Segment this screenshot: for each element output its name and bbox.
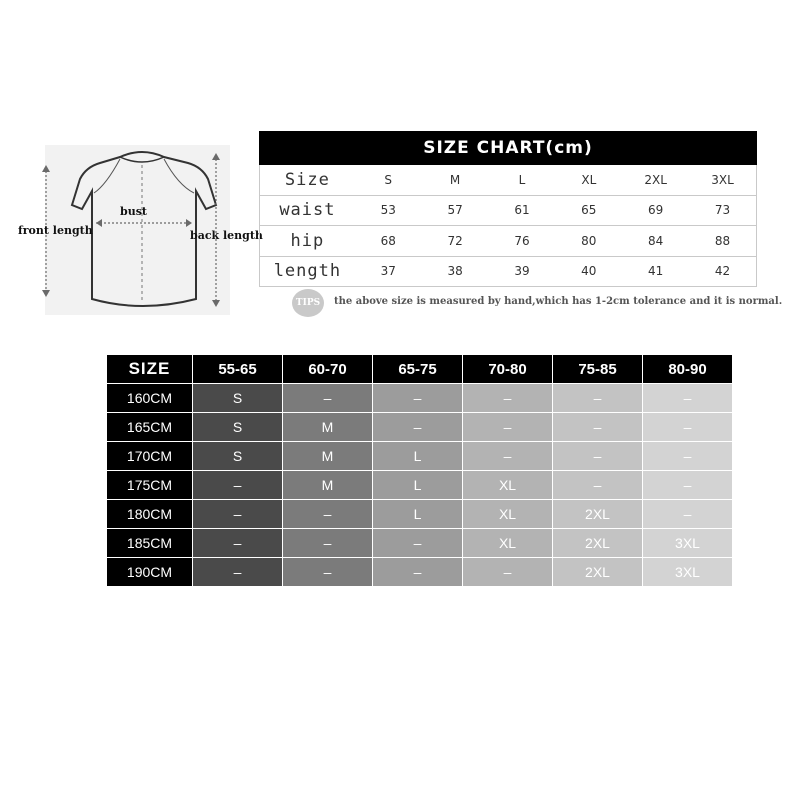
size-cell: – — [643, 471, 733, 500]
cell: XL — [581, 172, 597, 187]
cell: 2XL — [644, 172, 667, 187]
height-label: 190CM — [107, 558, 193, 587]
size-cell: 2XL — [553, 500, 643, 529]
weight-header: 55-65 — [193, 355, 283, 384]
size-chart-row — [260, 225, 756, 256]
row-label: length — [273, 261, 342, 282]
size-cell: XL — [463, 500, 553, 529]
size-cell: S — [193, 384, 283, 413]
row-label: hip — [290, 230, 325, 251]
jersey-diagram — [10, 145, 263, 325]
cell: 61 — [514, 203, 530, 218]
size-chart-row — [260, 256, 756, 287]
bust-label: bust — [120, 205, 147, 218]
size-cell: 2XL — [553, 558, 643, 587]
cell: 41 — [648, 264, 664, 279]
size-cell: – — [373, 558, 463, 587]
cell: 88 — [714, 233, 731, 248]
weight-header: 60-70 — [283, 355, 373, 384]
cell: S — [384, 172, 393, 187]
cell: 57 — [447, 203, 463, 218]
weight-header-row — [107, 355, 732, 384]
cell: 80 — [581, 233, 597, 248]
cell: 38 — [447, 264, 463, 279]
cell: 37 — [380, 264, 396, 279]
size-chart-row — [260, 165, 756, 195]
size-cell: – — [193, 471, 283, 500]
size-cell: – — [553, 384, 643, 413]
height-label: 165CM — [107, 413, 193, 442]
cell: 76 — [514, 233, 530, 248]
table-row — [107, 500, 732, 529]
size-cell: M — [283, 442, 373, 471]
tips-badge: TIPS — [292, 289, 324, 317]
cell: 40 — [581, 264, 597, 279]
size-chart-row — [260, 195, 756, 226]
cell: 73 — [714, 203, 731, 218]
size-cell: XL — [463, 529, 553, 558]
size-cell: – — [463, 384, 553, 413]
cell: 84 — [648, 233, 664, 248]
height-weight-table — [107, 354, 732, 586]
size-cell: M — [283, 471, 373, 500]
weight-header: 70-80 — [463, 355, 553, 384]
table-row — [107, 558, 732, 587]
size-cell: S — [193, 442, 283, 471]
cell: 72 — [447, 233, 463, 248]
table-row — [107, 413, 732, 442]
size-cell: – — [193, 500, 283, 529]
table-corner: SIZE — [107, 355, 193, 384]
size-cell: XL — [463, 471, 553, 500]
tips-note — [292, 286, 783, 320]
cell: L — [518, 172, 526, 187]
size-cell: – — [283, 529, 373, 558]
cell: 42 — [714, 264, 731, 279]
size-cell: – — [373, 384, 463, 413]
height-label: 160CM — [107, 384, 193, 413]
size-cell: – — [283, 558, 373, 587]
size-cell: – — [553, 413, 643, 442]
cell: 65 — [581, 203, 597, 218]
size-cell: 2XL — [553, 529, 643, 558]
front-length-label: front length — [18, 224, 93, 237]
size-cell: – — [193, 529, 283, 558]
height-label: 170CM — [107, 442, 193, 471]
size-cell: – — [463, 558, 553, 587]
weight-header: 75-85 — [553, 355, 643, 384]
size-cell: – — [373, 413, 463, 442]
size-cell: – — [643, 413, 733, 442]
table-row — [107, 384, 732, 413]
size-cell: – — [283, 500, 373, 529]
tips-text: the above size is measured by hand,which has 1-2cm tolerance and it is normal. — [334, 296, 783, 307]
cell: 3XL — [711, 172, 734, 187]
size-cell: – — [373, 529, 463, 558]
cell: 68 — [380, 233, 396, 248]
cell: M — [449, 172, 461, 187]
row-label: Size — [284, 169, 330, 190]
table-row — [107, 442, 732, 471]
row-label: waist — [279, 200, 336, 221]
size-cell: – — [463, 413, 553, 442]
cell: 53 — [380, 203, 396, 218]
size-cell: L — [373, 471, 463, 500]
cell: 69 — [648, 203, 664, 218]
size-cell: – — [463, 442, 553, 471]
size-cell: – — [553, 442, 643, 471]
size-cell: S — [193, 413, 283, 442]
size-chart-title: SIZE CHART(cm) — [259, 131, 757, 165]
size-cell: 3XL — [643, 529, 733, 558]
weight-header: 65-75 — [373, 355, 463, 384]
size-cell: – — [643, 442, 733, 471]
table-row — [107, 471, 732, 500]
size-cell: L — [373, 500, 463, 529]
table-row — [107, 529, 732, 558]
size-cell: – — [643, 384, 733, 413]
cell: 39 — [514, 264, 530, 279]
back-length-label: back length — [190, 229, 263, 242]
height-label: 185CM — [107, 529, 193, 558]
height-label: 180CM — [107, 500, 193, 529]
size-cell: – — [193, 558, 283, 587]
size-chart-cm — [259, 131, 757, 287]
height-label: 175CM — [107, 471, 193, 500]
size-chart-grid — [259, 165, 757, 287]
size-cell: M — [283, 413, 373, 442]
size-cell: – — [643, 500, 733, 529]
weight-header: 80-90 — [643, 355, 733, 384]
size-cell: L — [373, 442, 463, 471]
size-cell: – — [283, 384, 373, 413]
size-cell: 3XL — [643, 558, 733, 587]
size-cell: – — [553, 471, 643, 500]
